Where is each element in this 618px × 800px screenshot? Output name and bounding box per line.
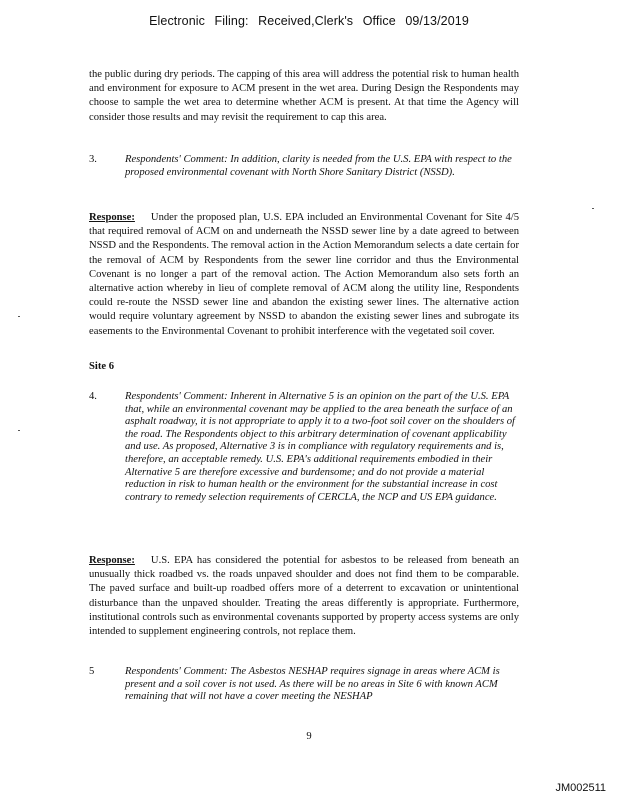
comment-4 [89,391,519,504]
scan-speck [18,316,20,317]
electronic-filing-header: Electronic Filing: Received,Clerk's Office 09/13/2019 [149,14,469,28]
response-text: U.S. EPA has considered the potential for asbestos to be released from beneath an unusually thick roadbed vs. the roads unpaved shoulder and does not find them to be comparable. The paved surface and built-up roadbed offers more of a deterrent to excavation or unintentional disturbance than the unpaved shoulder. Treating the areas differently is appropriate. Furthermore, institutional controls such as environmental covenants supported by property access systems are only intended to supplement engineering controls, not replace them. [89,555,519,638]
page-number: 9 [306,731,312,742]
comment-number: 5 [89,666,95,677]
comment-text: Respondents' Comment: Inherent in Alternative 5 is an opinion on the part of the U.S. EPA that, while an environmental covenant may be applied to the area beneath the surface of an asphalt roadway, it is not appropriate to apply it to a two-foot soil cover on the shoulders of the road. The Respondents object to this arbitrary determination of covenant applicability and use. As proposed, Alternative 3 is in compliance with regulatory requirements and is, therefore, an acceptable remedy. U.S. EPA's additional requirements embodied in their Alternative 5 are therefore excessive and burdensome; and do not provide a material reduction in risk to human health or the environment for the substantial increase in cost contrary to remedy selection requirements of CERCLA, the NCP and US EPA guidance. [125,391,516,503]
response-text: Under the proposed plan, U.S. EPA included an Environmental Covenant for Site 4/5 that required removal of ACM on and underneath the NSSD sewer line by a date agreed to between NSSD and the Respondents. The removal action in the Action Memorandum selects a date certain for the removal of ACM by Respondents from the sewer line corridor and thus the Environmental Covenant is no longer a part of the removal action. The Action Memorandum also sets forth an alternative action whereby in lieu of complete removal of ACM along the utility line, Respondents could re-route the NSSD sewer line and abandon the existing sewer lines. The alternative action would require voluntary agreement by NSSD to abandon the existing sewer lines and subrogate its easements to the Environmental Covenant to prohibit interference with the vegetated soil cover. [89,212,519,337]
response-nssd-covenant [89,211,519,339]
scan-speck [592,208,594,209]
response-label: Response: [89,212,135,223]
response-roadbed [89,554,519,639]
comment-text: Respondents' Comment: In addition, clarity is needed from the U.S. EPA with respect to the proposed environmental covenant with North Shore Sanitary District (NSSD). [125,154,512,178]
site-6-heading: Site 6 [89,361,115,372]
comment-text: Respondents' Comment: The Asbestos NESHAP requires signage in areas where ACM is present and a soil cover is not used. As there will be no areas in Site 6 with known ACM remaining that will not have a cover meeting the NESHAP [125,666,500,703]
comment-number: 3. [89,154,97,165]
comment-3 [89,154,519,179]
response-label: Response: [89,555,135,566]
paragraph-cap-area: the public during dry periods. The capping of this area will address the potential risk to human health and environment for exposure to ACM present in the wet area. During Design the Respondents may choose to sample the wet area to determine whether ACM is present. At that time the Agency will consider those results and may revisit the requirement to cap this area. [89,69,519,123]
scan-speck [18,430,20,431]
comment-number: 4. [89,391,97,402]
bates-number: JM002511 [555,782,606,794]
comment-5 [89,666,519,704]
